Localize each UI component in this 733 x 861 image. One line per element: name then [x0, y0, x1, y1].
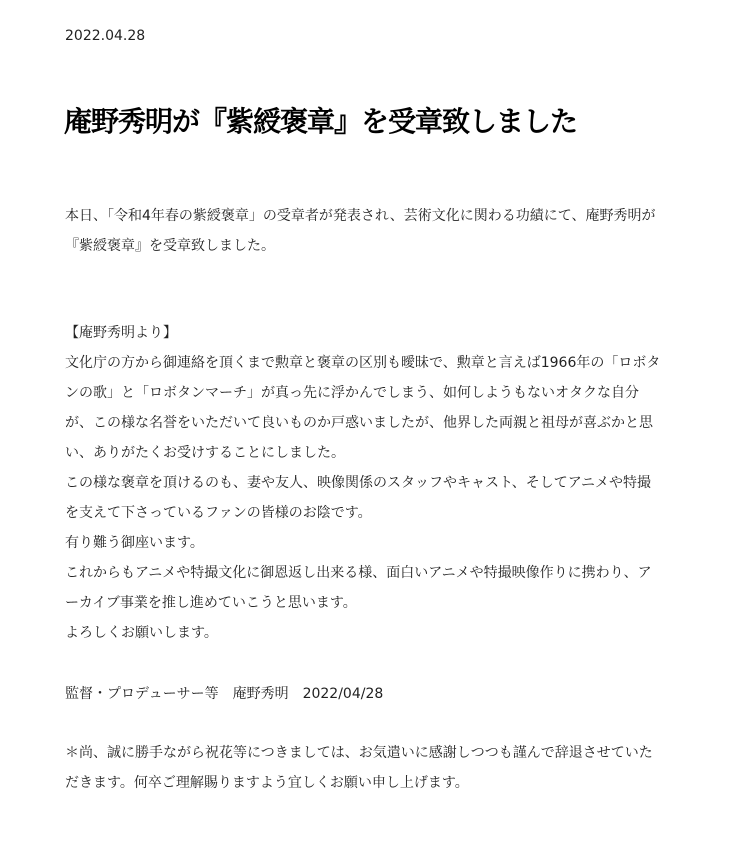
post-date: 2022.04.28 [65, 28, 146, 44]
signature-line: 監督・プロデューサー等 庵野秀明 2022/04/28 [65, 686, 384, 702]
message-paragraph: この様な褒章を頂けるのも、妻や友人、映像関係のスタッフやキャスト、そしてアニメや特撮を支えて下さっているファンの皆様のお陰です。 [65, 475, 652, 521]
message-heading: 【庵野秀明より】 [65, 325, 177, 341]
article-lead: 本日、「令和4年春の紫綬褒章」の受章者が発表され、芸術文化に関わる功績にて、庵野秀明が『紫綬褒章』を受章致しました。 [65, 208, 656, 254]
message-paragraph: これからもアニメや特撮文化に御恩返し出来る様、面白いアニメや特撮映像作りに携わり、アーカイブ事業を推し進めていこうと思います。 [65, 565, 652, 611]
footnote: ＊尚、誠に勝手ながら祝花等につきましては、お気遣いに感謝しつつも謹んで辞退させていただきます。何卒ご理解賜りますよう宜しくお願い申し上げます。 [65, 745, 653, 791]
article-title: 庵野秀明が『紫綬褒章』を受章致しました [64, 105, 578, 138]
message-paragraph: 文化庁の方から御連絡を頂くまで勲章と褒章の区別も曖昧で、勲章と言えば1966年の「ロボタンの歌」と「ロボタンマーチ」が真っ先に浮かんでしまう、如何しようもないオタクな自分が、この様な名誉をいただいて良いものか戸惑いましたが、他界した両親と祖母が喜ぶかと思い、ありがたくお受けすることにしました。 [65, 355, 661, 461]
message-paragraph: よろしくお願いします。 [65, 625, 218, 641]
message-paragraph: 有り難う御座います。 [65, 535, 204, 551]
director-message [65, 318, 665, 648]
